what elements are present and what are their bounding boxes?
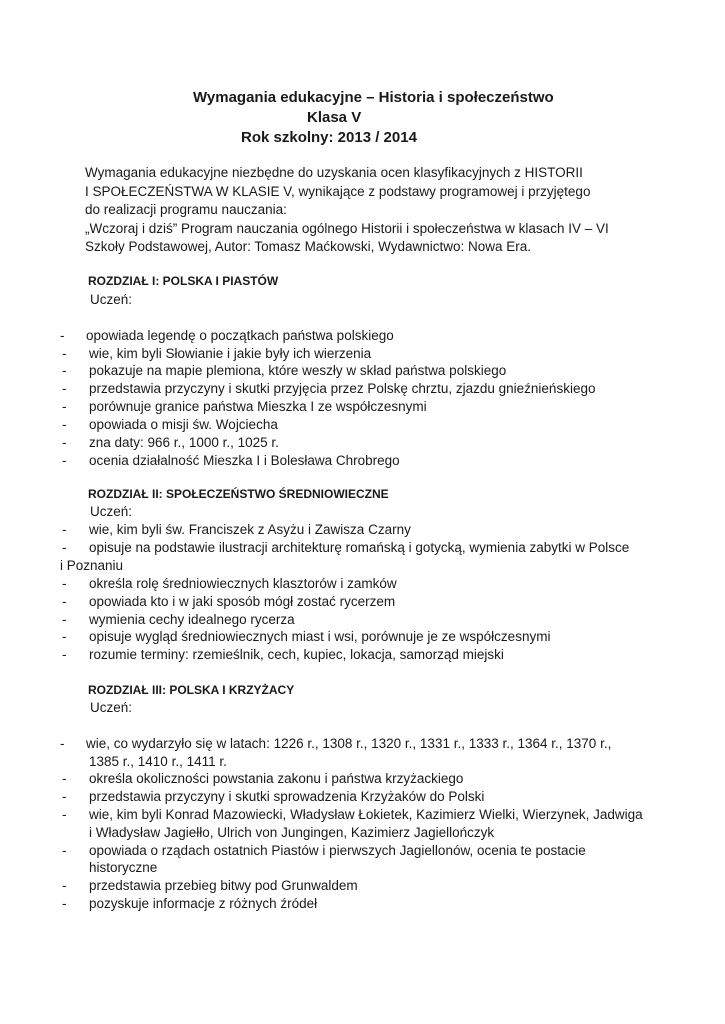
bullet-dash: -: [62, 878, 67, 893]
intro-line: Wymagania edukacyjne niezbędne do uzyskania ocen klasyfikacyjnych z HISTORII: [85, 165, 583, 180]
bullet-dash: -: [62, 363, 67, 378]
document-title: Wymagania edukacyjne – Historia i społeczeństwo: [193, 89, 554, 106]
class-label: Klasa V: [307, 109, 362, 126]
bullet-dash: -: [62, 612, 67, 627]
school-year-label: Rok szkolny: 2013 / 2014: [241, 129, 417, 146]
intro-line: Szkoły Podstawowej, Autor: Tomasz Maćkowski, Wydawnictwo: Nowa Era.: [85, 239, 532, 254]
section-heading-2: ROZDZIAŁ II: SPOŁECZEŃSTWO ŚREDNIOWIECZNE: [88, 487, 389, 501]
section-heading-3: ROZDZIAŁ III: POLSKA I KRZYŻACY: [88, 683, 295, 697]
student-label-1: Uczeń:: [90, 292, 133, 307]
bullet-dash: -: [62, 346, 67, 361]
bullet-dash: -: [62, 896, 67, 911]
bullet-dash: -: [62, 417, 67, 432]
bullet-dash: -: [60, 736, 65, 751]
intro-paragraph: [85, 164, 705, 257]
bullet-dash: -: [62, 576, 67, 591]
student-label-3: Uczeń:: [90, 700, 133, 715]
bullet-dash: -: [62, 435, 67, 450]
intro-line: I SPOŁECZEŃSTWA W KLASIE V, wynikające z podstawy programowej i przyjętego: [85, 183, 591, 199]
student-label-2: Uczeń:: [90, 504, 133, 519]
bullet-dash: -: [62, 453, 67, 468]
bullet-dash: -: [62, 399, 67, 414]
document-page: Wymagania edukacyjne – Historia i społeczeństwo Klasa V Rok szkolny: 2013 / 2014 Wymagania edukacyjne niezbędne do uzyskania ocen klasyfikacyjnych z HISTORII I SPOŁECZEŃSTWA W KLASIE V, wynikające z podstawy programowej i przyjętego do realizacji programu nauczania: „Wczoraj i dziś” Program nauczania ogólnego Historii i społeczeństwa w klasach IV – VI Szkoły Podstawowej, Autor: Tomasz Maćkowski, Wydawnictwo: Nowa Era. ROZDZIAŁ I: POLSKA I PIASTÓW Uczeń: - opowiada legendę o początkach państwa polskiego - wie, kim byli Słowianie i jakie były ich wierzenia - pokazuje na mapie plemiona, które weszły w skład państwa polskiego - przedstawia przyczyny i skutki przyjęcia przez Polskę chrztu, zjazdu gnieźnieńskiego - porównuje granice państwa Mieszka I ze współczesnymi - opowiada o misji św. Wojciecha - zna daty: 966 r., 1000 r., 1025 r. - ocenia działalność Mieszka I i Bolesława Chrobrego ROZDZIAŁ II: SPOŁECZEŃSTWO ŚREDNIOWIECZNE Uczeń: - wie, kim byli św. Franciszek z Asyżu i Zawisza Czarny - opisuje na podstawie ilustracji architekturę romańską i gotycką, wymienia zabytki w Polsce i Poznaniu - określa rolę średniowiecznych klasztorów i zamków - opowiada kto i w jaki sposób mógł zostać rycerzem - wymienia cechy idealnego rycerza - opisuje wygląd średniowiecznych miast i wsi, porównuje je ze współczesnymi - rozumie terminy: rzemieślnik, cech, kupiec, lokacja, samorząd miejski ROZDZIAŁ III: POLSKA I KRZYŻACY Uczeń: - wie, co wydarzyło się w latach: 1226 r., 1308 r., 1320 r., 1331 r., 1333 r., 1364 r., 1370 r., 1385 r., 1410 r., 1411 r. - określa okoliczności powstania zakonu i państwa krzyżackiego - przedstawia przyczyny i skutki sprowadzenia Krzyżaków do Polski - wie, kim byli Konrad Mazowiecki, Władysław Łokietek, Kazimierz Wielki, Wierzynek, Jadwiga i Władysław Jagiełło, Ulrich von Jungingen, Kazimierz Jagiellończyk - opowiada o rządach ostatnich Piastów i pierwszych Jagiellonów, ocenia te postacie historyczne - przedstawia przebieg bitwy pod Grunwaldem - pozyskuje informacje z różnych źródeł: [0, 0, 725, 1024]
bullet-dash: -: [62, 540, 67, 555]
bullet-dash: -: [62, 807, 67, 822]
bullet-dash: -: [62, 843, 67, 858]
bullet-dash: -: [62, 789, 67, 804]
bullet-dash: -: [60, 328, 65, 343]
bullet-dash: -: [62, 522, 67, 537]
bullet-dash: -: [62, 381, 67, 396]
bullet-dash: -: [62, 647, 67, 662]
intro-line: „Wczoraj i dziś” Program nauczania ogólnego Historii i społeczeństwa w klasach IV – VI: [85, 220, 609, 236]
bullet-dash: -: [62, 594, 67, 609]
section-heading-1: ROZDZIAŁ I: POLSKA I PIASTÓW: [88, 274, 279, 288]
bullet-dash: -: [62, 771, 67, 786]
bullet-dash: -: [62, 629, 67, 644]
intro-line: do realizacji programu nauczania:: [85, 202, 287, 217]
